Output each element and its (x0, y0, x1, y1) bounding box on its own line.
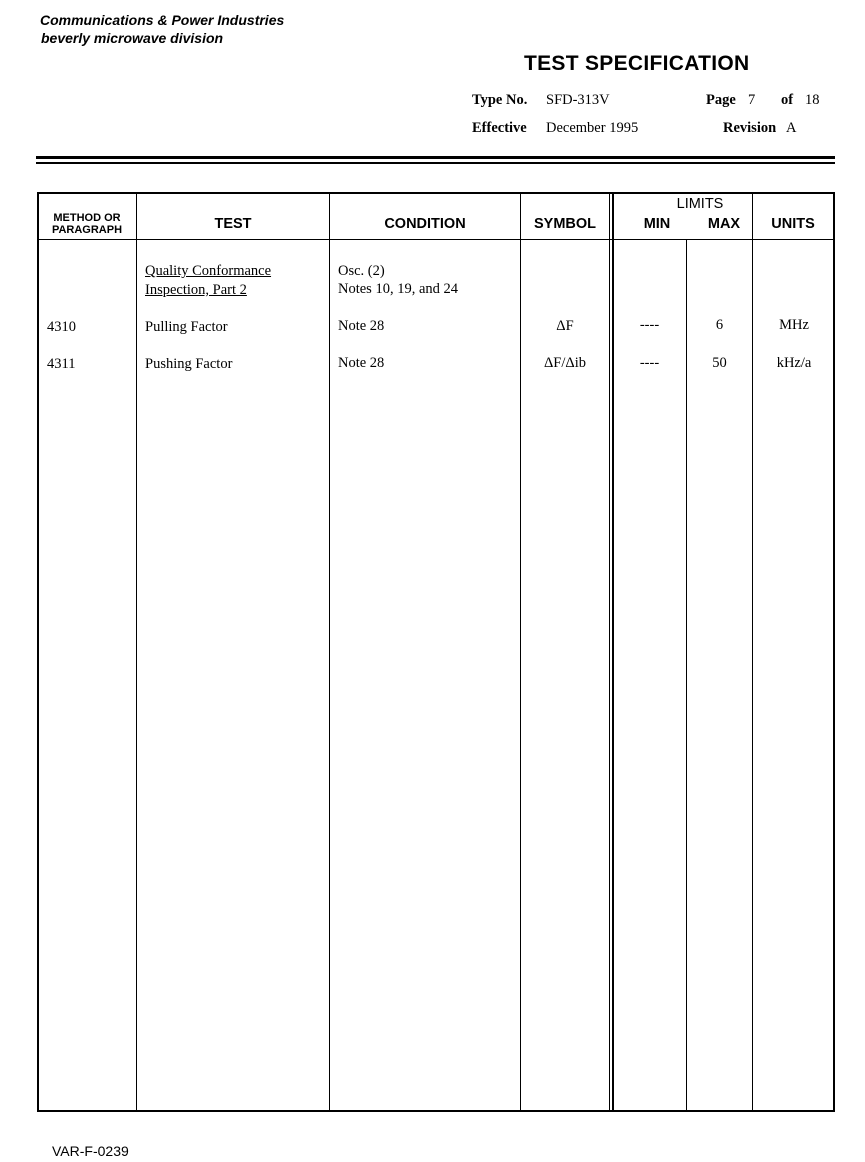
revision-label: Revision (723, 120, 777, 136)
header-min: MIN (643, 216, 671, 232)
row-condition: Note 28 (338, 318, 385, 334)
form-number: VAR-F-0239 (52, 1143, 129, 1159)
header-rule-top (36, 156, 835, 159)
row-method: 4310 (47, 319, 76, 335)
revision-value: A (786, 120, 797, 136)
header-symbol: SYMBOL (533, 216, 597, 232)
effective-date: December 1995 (546, 120, 639, 136)
type-value: SFD-313V (546, 92, 610, 108)
header-units: UNITS (771, 216, 815, 232)
effective-label: Effective (472, 120, 527, 136)
total-pages: 18 (805, 92, 820, 108)
header-max: MAX (707, 216, 741, 232)
row-symbol: ΔF/Δib (543, 355, 587, 371)
section-title-line2: Inspection, Part 2 (145, 282, 247, 298)
company-name: Communications & Power Industries (40, 12, 285, 28)
row-min: ---- (639, 317, 660, 333)
section-condition-line1: Osc. (2) (338, 263, 385, 279)
row-test: Pushing Factor (145, 356, 233, 372)
of-label: of (781, 92, 794, 108)
column-divider (136, 192, 137, 1112)
company-header (40, 11, 284, 47)
header-condition: CONDITION (384, 216, 466, 232)
row-condition: Note 28 (338, 355, 385, 371)
header-row-divider (37, 239, 835, 240)
column-divider (329, 192, 330, 1112)
row-units: kHz/a (776, 355, 812, 371)
page-label: Page (706, 92, 736, 108)
row-min: ---- (639, 355, 660, 371)
row-symbol: ΔF (556, 318, 574, 334)
division-name: beverly microwave division (41, 30, 224, 46)
column-divider (609, 192, 610, 1112)
section-title-line1: Quality Conformance (145, 263, 272, 279)
header-method: METHOD OR PARAGRAPH (51, 212, 123, 236)
row-max: 50 (712, 355, 727, 371)
header-test: TEST (214, 216, 252, 232)
row-max: 6 (715, 317, 724, 333)
row-test: Pulling Factor (145, 319, 228, 335)
row-units: MHz (779, 317, 809, 333)
header-rule-bottom (36, 162, 835, 164)
header-limits: LIMITS (676, 196, 724, 212)
page-value: 7 (748, 92, 756, 108)
document-title: TEST SPECIFICATION (524, 52, 750, 75)
row-method: 4311 (47, 356, 76, 372)
section-condition-line2: Notes 10, 19, and 24 (338, 281, 459, 297)
type-label: Type No. (472, 92, 528, 108)
